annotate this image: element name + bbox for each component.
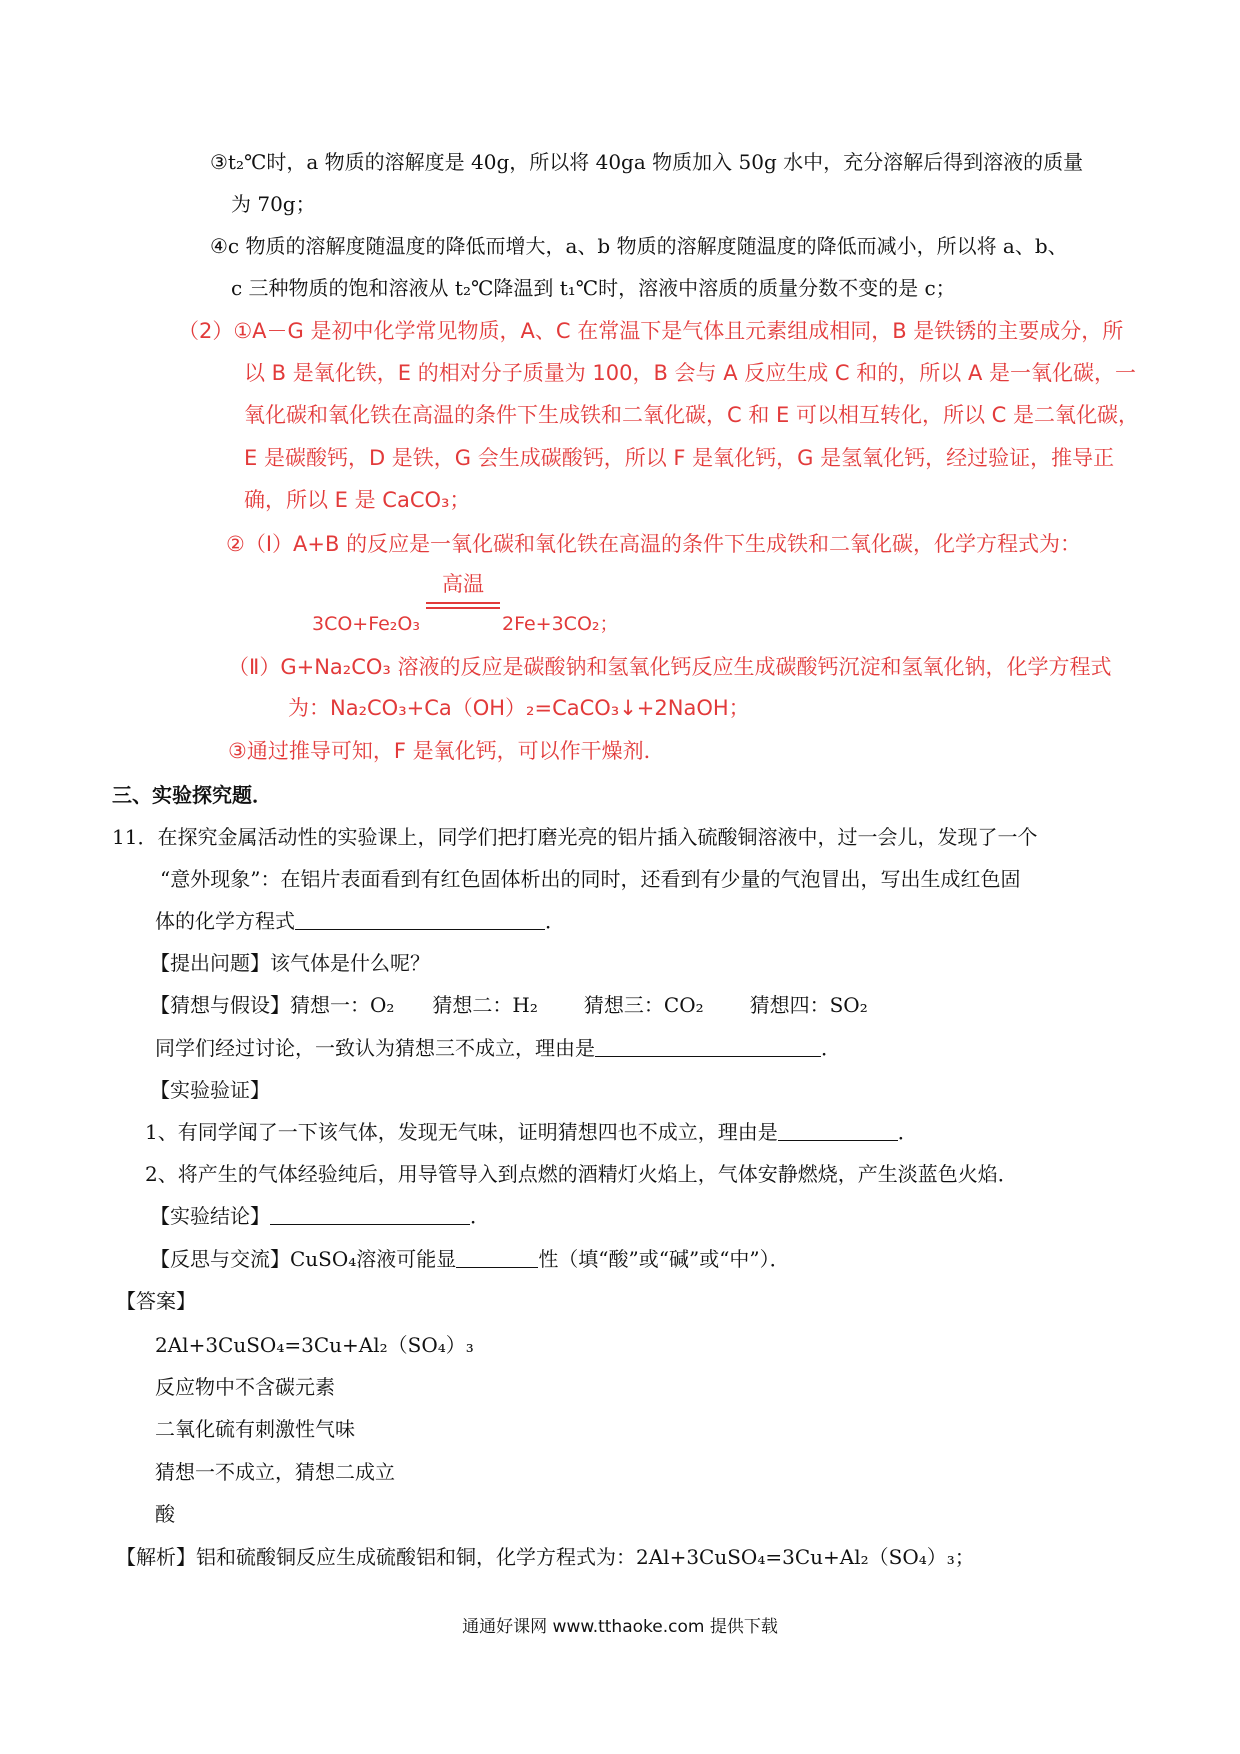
verify-step-1-text: 1、有同学闻了一下该气体，发现无气味，证明猜想四也不成立，理由是: [145, 1120, 778, 1144]
question-text-end: ．: [545, 909, 565, 933]
page-footer: 通通好课网 www.tthaoke.com 提供下载: [462, 1617, 778, 1637]
answer-item: 二氧化硫有刺激性气味: [155, 1417, 355, 1441]
question-text-part: 体的化学方程式: [155, 909, 295, 933]
answer-item: 反应物中不含碳元素: [155, 1375, 335, 1399]
conclusion-line: [150, 1202, 490, 1230]
text-line: 为 70g；: [231, 192, 316, 216]
discuss-line: [155, 1034, 841, 1062]
discuss-text: 同学们经过讨论，一致认为猜想三不成立，理由是: [155, 1036, 595, 1060]
hypothesis-line: [150, 991, 868, 1019]
answer-red-line: ③通过推导可知，F 是氧化钙，可以作干燥剂．: [228, 739, 665, 763]
hypothesis-label: 【猜想与假设】: [150, 993, 290, 1017]
reaction-condition: 高温: [442, 572, 484, 596]
analysis-line: 【解析】铝和硫酸铜反应生成硫酸铝和铜，化学方程式为：2Al+3CuSO₄=3Cu+Al₂（SO₄）₃；: [116, 1545, 975, 1569]
hypothesis-4: 猜想四：SO₂: [749, 993, 868, 1017]
question-text: 11．在探究金属活动性的实验课上，同学们把打磨光亮的铝片插入硫酸铜溶液中，过一会儿，发现了一个: [112, 825, 1038, 849]
equation-right: 2Fe+3CO₂；: [502, 613, 619, 635]
hypothesis-1: 猜想一：O₂: [290, 993, 395, 1017]
answer-blank[interactable]: [295, 909, 545, 930]
discuss-end: ．: [821, 1036, 841, 1060]
answer-red-line: 氧化碳和氧化铁在高温的条件下生成铁和二氧化碳，C 和 E 可以相互转化，所以 C 是二氧化碳，: [244, 403, 1139, 427]
verify-step-1: [145, 1118, 918, 1146]
answer-red-line: 为：Na₂CO₃+Ca（OH）₂=CaCO₃↓+2NaOH；: [288, 696, 750, 720]
question-text: [155, 907, 565, 935]
verify-step-2: 2、将产生的气体经验纯后，用导管导入到点燃的酒精灯火焰上，气体安静燃烧，产生淡蓝色火焰．: [145, 1162, 1018, 1186]
answer-blank[interactable]: [595, 1036, 821, 1057]
answer-red-line: 以 B 是氧化铁，E 的相对分子质量为 100，B 会与 A 反应生成 C 和的，所以 A 是一氧化碳，一: [244, 361, 1136, 385]
answer-blank[interactable]: [778, 1120, 898, 1141]
verify-step-1-end: ．: [897, 1120, 918, 1144]
reflect-end: 性（填“酸”或“碱”或“中”）．: [538, 1247, 790, 1271]
section-heading: 三、实验探究题．: [112, 783, 272, 807]
answer-item: 2Al+3CuSO₄=3Cu+Al₂（SO₄）₃: [155, 1333, 474, 1357]
hypothesis-2: 猜想二：H₂: [432, 993, 538, 1017]
equation-bar: [426, 607, 500, 609]
answer-red-line: E 是碳酸钙，D 是铁，G 会生成碳酸钙，所以 F 是氧化钙，G 是氢氧化钙，经过验证，推导正: [244, 446, 1115, 470]
answer-red-line: （Ⅱ）G+Na₂CO₃ 溶液的反应是碳酸钠和氢氧化钙反应生成碳酸钙沉淀和氢氧化钠，化学方程式: [228, 655, 1112, 679]
reflect-line: [150, 1245, 790, 1273]
answer-red-line: （2）①A－G 是初中化学常见物质，A、C 在常温下是气体且元素组成相同，B 是铁锈的主要成分，所: [178, 319, 1124, 343]
answer-item: 猜想一不成立，猜想二成立: [155, 1460, 395, 1484]
answer-red-line: ②（Ⅰ）A+B 的反应是一氧化碳和氧化铁在高温的条件下生成铁和二氧化碳，化学方程式为：: [226, 532, 1082, 556]
question-text: “意外现象”：在铝片表面看到有红色固体析出的同时，还看到有少量的气泡冒出，写出生成红色固: [160, 867, 1021, 891]
equation-bar: [426, 602, 500, 604]
answer-red-line: 确，所以 E 是 CaCO₃；: [244, 488, 471, 512]
equation-left: 3CO+Fe₂O₃: [312, 613, 420, 635]
text-line: c 三种物质的饱和溶液从 t₂℃降温到 t₁℃时，溶液中溶质的质量分数不变的是 c；: [231, 276, 956, 300]
answer-blank[interactable]: [270, 1204, 470, 1225]
answer-label: 【答案】: [116, 1289, 196, 1313]
conclusion-label: 【实验结论】: [150, 1204, 270, 1228]
verify-heading: 【实验验证】: [150, 1078, 270, 1102]
ask-question: 【提出问题】该气体是什么呢？: [150, 951, 430, 975]
text-line: ④c 物质的溶解度随温度的降低而增大，a、b 物质的溶解度随温度的降低而减小，所以将 a、b、: [210, 234, 1068, 258]
text-line: ③t₂℃时，a 物质的溶解度是 40g，所以将 40ga 物质加入 50g 水中，充分溶解后得到溶液的质量: [210, 150, 1084, 174]
answer-blank[interactable]: [456, 1247, 538, 1268]
reflect-text: 【反思与交流】CuSO₄溶液可能显: [150, 1247, 457, 1271]
answer-item: 酸: [155, 1502, 175, 1526]
hypothesis-3: 猜想三：CO₂: [583, 993, 704, 1017]
conclusion-end: ．: [470, 1204, 490, 1228]
